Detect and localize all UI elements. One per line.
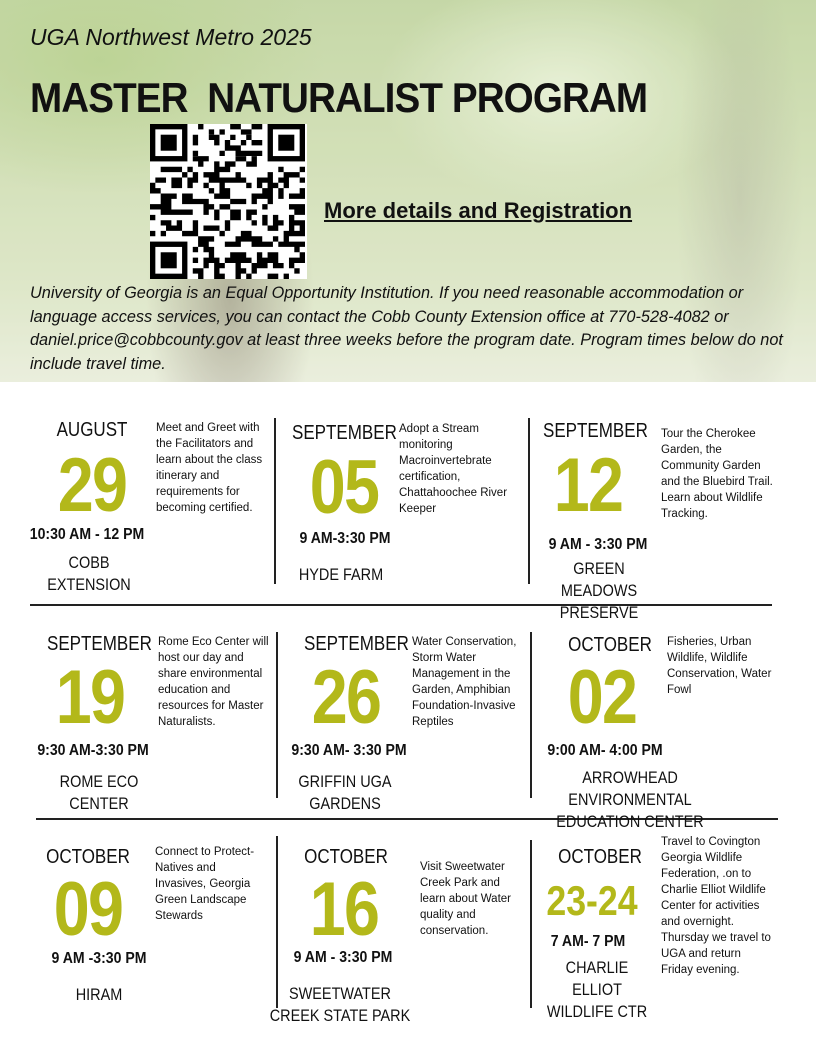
registration-link[interactable]: More details and Registration bbox=[324, 198, 633, 223]
session-month: SEPTEMBER bbox=[47, 633, 152, 655]
session-location: ARROWHEAD ENVIRONMENTAL EDUCATION CENTER bbox=[556, 768, 704, 831]
session-month: AUGUST bbox=[56, 419, 128, 441]
session-time: 9:30 AM- 3:30 PM bbox=[291, 742, 407, 759]
session-time: 9:30 AM-3:30 PM bbox=[37, 742, 149, 759]
session-description: Rome Eco Center will host our day and share environmental education and resources for Master Naturalists. bbox=[158, 636, 269, 728]
session-day: 16 bbox=[309, 867, 379, 952]
column-divider bbox=[528, 418, 530, 584]
session-description: Visit Sweetwater Creek Park and learn about Water quality and conservation. bbox=[420, 861, 511, 937]
session-time: 9 AM-3:30 PM bbox=[299, 530, 391, 547]
session-description: Fisheries, Urban Wildlife, Wildlife Conservation, Water Fowl bbox=[667, 636, 772, 696]
header-banner bbox=[0, 0, 816, 382]
session-month: OCTOBER bbox=[568, 634, 652, 656]
session-month: SEPTEMBER bbox=[292, 422, 397, 444]
session-description: Adopt a Stream monitoring Macroinvertebrate certification, Chattahoochee River Keeper bbox=[399, 423, 508, 515]
session-month: OCTOBER bbox=[46, 846, 130, 868]
session-month: OCTOBER bbox=[304, 846, 388, 868]
session-day: 12 bbox=[553, 443, 623, 528]
session-location: HIRAM bbox=[75, 985, 123, 1004]
session-location: GREEN MEADOWS PRESERVE bbox=[559, 559, 639, 622]
session-location: HYDE FARM bbox=[298, 565, 384, 584]
session-day: 09 bbox=[53, 867, 123, 952]
session-time: 9 AM - 3:30 PM bbox=[293, 949, 393, 966]
session-day: 29 bbox=[57, 443, 127, 528]
session-location: CHARLIE ELLIOT WILDLIFE CTR bbox=[546, 958, 648, 1021]
column-divider bbox=[530, 632, 532, 798]
session-location: SWEETWATER CREEK STATE PARK bbox=[269, 984, 411, 1025]
session-description: Travel to Covington Georgia Wildlife Federation, .on to Charlie Elliot Wildlife Center for activities and overnight. Thursday we travel to UGA and return Friday evening. bbox=[661, 836, 771, 976]
session-location: COBB EXTENSION bbox=[47, 553, 131, 594]
program-subtitle: UGA Northwest Metro 2025 bbox=[30, 24, 312, 50]
session-time: 9:00 AM- 4:00 PM bbox=[547, 742, 663, 759]
session-description: Tour the Cherokee Garden, the Community Garden and the Bluebird Trail. Learn about Wildlife Tracking. bbox=[661, 428, 773, 520]
session-month: OCTOBER bbox=[558, 846, 642, 868]
session-location: GRIFFIN UGA GARDENS bbox=[298, 772, 392, 813]
column-divider bbox=[530, 840, 532, 1008]
session-location: ROME ECO CENTER bbox=[59, 772, 139, 813]
session-day: 05 bbox=[309, 445, 379, 530]
eeo-disclaimer: University of Georgia is an Equal Opportunity Institution. If you need reasonable accommodation or language access services, you can contact the Cobb County Extension office at 770-528-4082 or daniel.price@cobbcounty.gov at least three weeks before the program date. Program times below do not include travel time. bbox=[30, 284, 783, 373]
session-day: 02 bbox=[567, 655, 637, 740]
session-month: SEPTEMBER bbox=[543, 420, 648, 442]
session-description: Meet and Greet with the Facilitators and learn about the class itinerary and requirements for becoming certified. bbox=[156, 422, 263, 514]
session-time: 7 AM- 7 PM bbox=[550, 933, 626, 950]
session-time: 9 AM -3:30 PM bbox=[51, 950, 147, 967]
session-time: 10:30 AM - 12 PM bbox=[29, 526, 145, 543]
column-divider bbox=[276, 632, 278, 798]
session-description: Water Conservation, Storm Water Management in the Garden, Amphibian Foundation-Invasive Reptiles bbox=[412, 636, 517, 728]
program-title: MASTER NATURALIST PROGRAM bbox=[30, 74, 648, 121]
qr-code-icon[interactable] bbox=[150, 124, 307, 279]
session-day: 23-24 bbox=[546, 877, 638, 924]
session-day: 26 bbox=[311, 655, 381, 740]
session-month: SEPTEMBER bbox=[304, 633, 409, 655]
session-day: 19 bbox=[55, 655, 125, 740]
column-divider bbox=[274, 418, 276, 584]
session-time: 9 AM - 3:30 PM bbox=[548, 536, 648, 553]
session-description: Connect to Protect-Natives and Invasives, Georgia Green Landscape Stewards bbox=[155, 846, 255, 922]
